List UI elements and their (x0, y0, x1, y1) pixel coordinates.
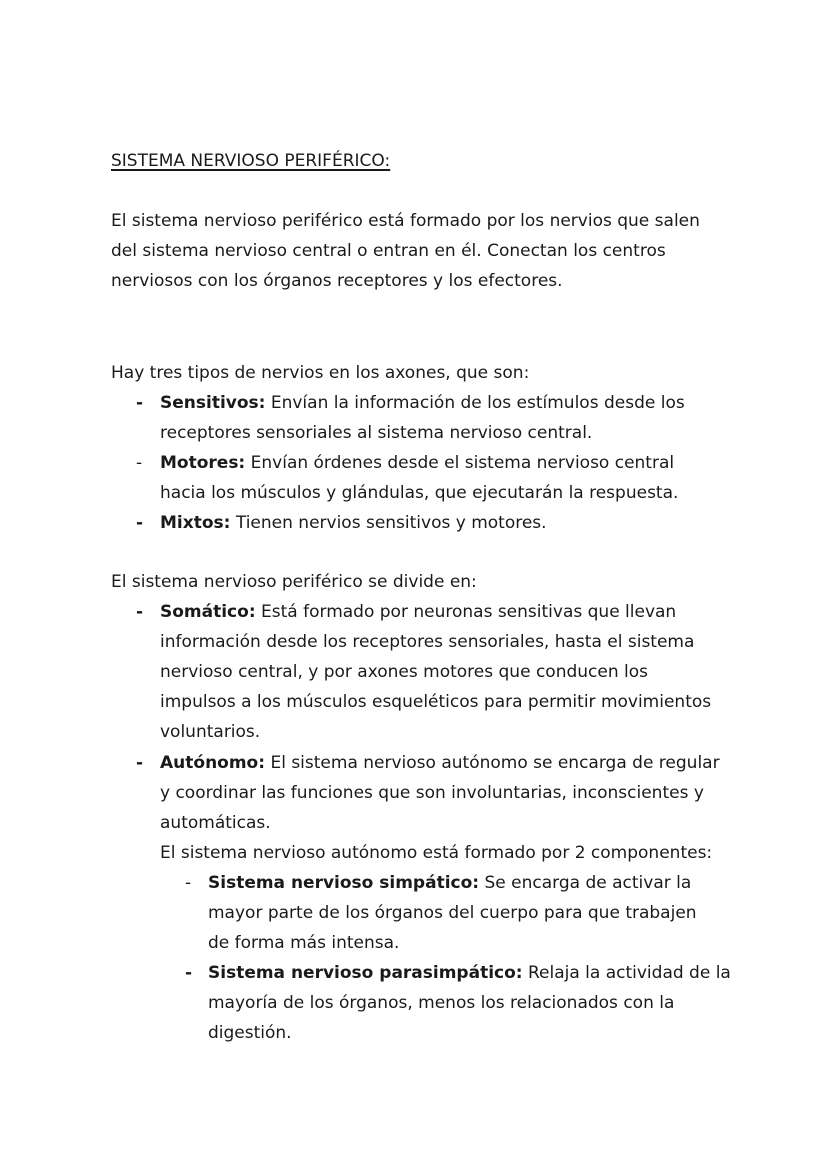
list-item-first-line (160, 601, 676, 623)
definition-text: Está formado por neuronas sensitivas que llevan (255, 602, 677, 622)
term-motores: Motores: (160, 453, 246, 473)
bullet-dash: - (185, 963, 193, 983)
definition-text: Envían la información de los estímulos desde los (265, 393, 685, 413)
list-item-line: digestión. (208, 1023, 292, 1043)
intro-line: del sistema nervioso central o entran en él. Conectan los centros (111, 241, 666, 261)
definition-text: Relaja la actividad de la (522, 963, 731, 983)
list-item-line: automáticas. (160, 813, 271, 833)
list-item-first-line (208, 962, 731, 984)
nerve-types-heading: Hay tres tipos de nervios en los axones, que son: (111, 363, 530, 383)
term-mixtos: Mixtos: (160, 513, 231, 533)
definition-text: Tienen nervios sensitivos y motores. (230, 513, 547, 533)
list-item-line: hacia los músculos y glándulas, que ejecutarán la respuesta. (160, 483, 679, 503)
divisions-heading: El sistema nervioso periférico se divide en: (111, 572, 477, 592)
list-item-first-line (160, 512, 547, 534)
bullet-dash: - (136, 753, 144, 773)
list-item-first-line (160, 452, 674, 474)
list-item-line: información desde los receptores sensoriales, hasta el sistema (160, 632, 695, 652)
list-item-line: mayor parte de los órganos del cuerpo para que trabajen (208, 903, 697, 923)
page-title: SISTEMA NERVIOSO PERIFÉRICO: (111, 151, 391, 171)
definition-text: Envían órdenes desde el sistema nervioso central (245, 453, 675, 473)
bullet-dash: - (185, 873, 192, 893)
bullet-dash: - (136, 513, 144, 533)
definition-text: El sistema nervioso autónomo se encarga de regular (265, 753, 720, 773)
bullet-dash: - (136, 393, 144, 413)
term-parasimpatico: Sistema nervioso parasimpático: (208, 963, 523, 983)
list-item-line: mayoría de los órganos, menos los relacionados con la (208, 993, 675, 1013)
list-item-line: y coordinar las funciones que son involuntarias, inconscientes y (160, 783, 704, 803)
intro-line: El sistema nervioso periférico está formado por los nervios que salen (111, 211, 700, 231)
list-item-line: El sistema nervioso autónomo está formado por 2 componentes: (160, 843, 713, 863)
list-item-line: voluntarios. (160, 722, 261, 742)
list-item-line: impulsos a los músculos esqueléticos para permitir movimientos (160, 692, 712, 712)
list-item-first-line (160, 392, 685, 414)
list-item-line: nervioso central, y por axones motores que conducen los (160, 662, 648, 682)
term-sensitivos: Sensitivos: (160, 393, 266, 413)
list-item-first-line (208, 872, 691, 894)
term-somatico: Somático: (160, 602, 256, 622)
term-autonomo: Autónomo: (160, 753, 266, 773)
definition-text: Se encarga de activar la (479, 873, 692, 893)
intro-line: nerviosos con los órganos receptores y los efectores. (111, 271, 563, 291)
bullet-dash: - (136, 602, 144, 622)
term-simpatico: Sistema nervioso simpático: (208, 873, 480, 893)
bullet-dash: - (136, 453, 143, 473)
list-item-line: receptores sensoriales al sistema nervioso central. (160, 423, 593, 443)
list-item-line: de forma más intensa. (208, 933, 400, 953)
list-item-first-line (160, 752, 720, 774)
